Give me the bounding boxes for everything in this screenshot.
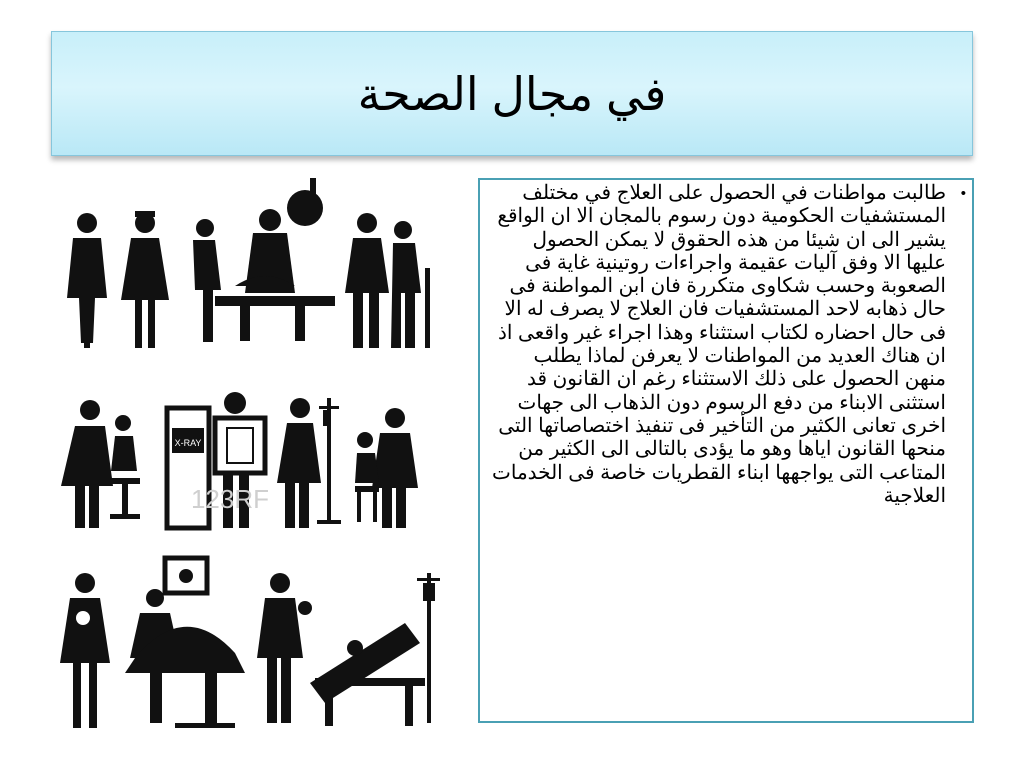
xray-machine-icon [167,392,269,528]
mother-baby-icon [60,573,110,728]
doctor-examining-child-icon [61,400,140,528]
doctor-patient-consult-icon [355,408,418,528]
bullet-marker: • [960,185,966,202]
patient-bed-visitor-icon [257,573,440,726]
nurse-iv-drip-icon [277,398,341,528]
medical-pictogram-illustration [55,178,440,733]
body-text-box [478,178,974,723]
ultrasound-scan-icon [125,558,245,728]
xray-label: X-RAY [174,438,202,448]
elderly-care-icon [345,213,430,348]
slide-title: في مجال الصحة [357,67,667,120]
doctor-icon [67,213,107,348]
body-paragraph: طالبت مواطنات في الحصول على العلاج في مختلف المستشفيات الحكومية دون رسوم بالمجان الا ان الواقع يشير الى ان شيئا من هذه الحقوق لا يمكن الحصول عليها الا وفق آليات عقيمة واجراءات روتينية غاية فى الصعوبة وحسب شكاوى متكررة فان ابن المواطنة فى حال ذهابه لاحد المستشفيات فان العلاج لا يصرف له الا فى حال احضاره لكتاب استثناء وهذا اجراء غير واقعى اذ ان هناك العديد من المواطنات لا يعرفن لماذا يطلب منهن الحصول على ذلك الاستثناء رغم ان القانون قد استثنى الابناء من دفع الرسوم دون الذهاب الى جهات اخرى تعانى الكثير من التأخير فى تنفيذ اختصاصاتها التى منحها القانون اياها وهو ما يؤدى بالتالى الى الكثير من المتاعب التى يواجهها ابناء القطريات خاصة فى الخدمات العلاجية [492,182,946,507]
nurse-icon [121,211,169,348]
watermark-text: 123RF [190,484,270,514]
slide-title-box [51,31,973,156]
surgery-scene-icon [193,178,335,342]
